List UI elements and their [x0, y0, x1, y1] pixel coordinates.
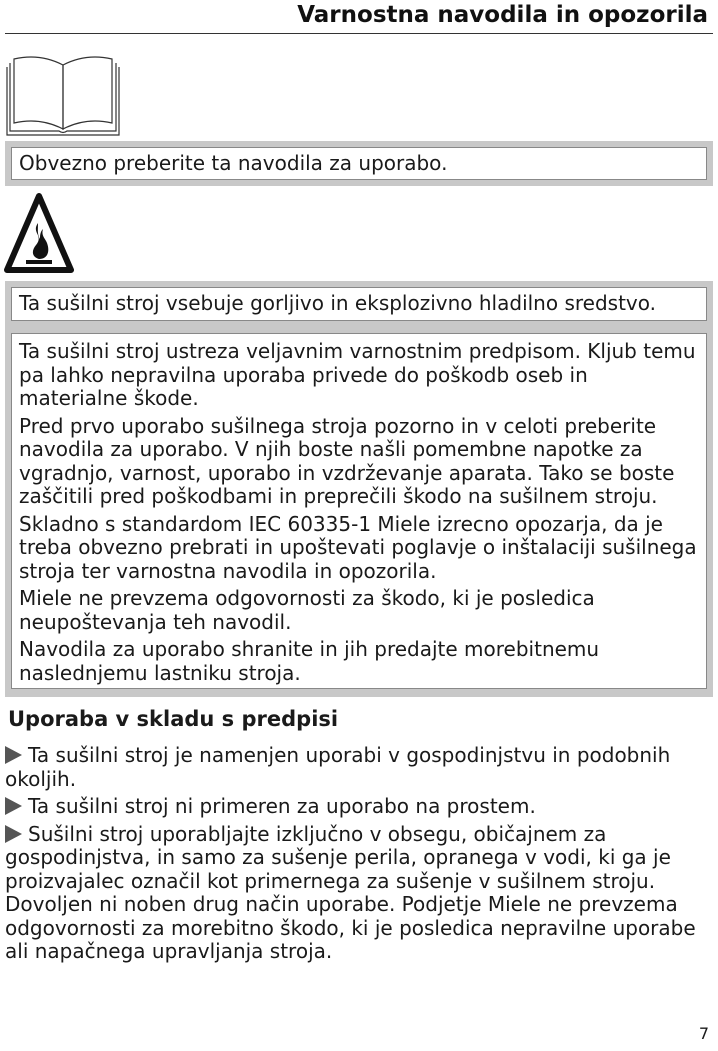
open-book-icon — [6, 53, 120, 137]
triangle-bullet-icon — [5, 797, 22, 815]
notice-read-panel — [5, 141, 713, 186]
notice-read-box — [11, 147, 707, 180]
page-number: 7 — [698, 1024, 709, 1043]
list-item — [5, 823, 705, 964]
safety-paragraph: Pred prvo uporabo sušilnega stroja pozorno in v celoti preberite navodila za uporabo. V njih boste našli pomembne napotke za vgradnjo, varnost, uporabo in vzdrževanje aparata. Tako se boste zaščitili pred poškodbami in preprečili škodo na sušilnem stroju. — [19, 413, 675, 508]
bullet-list — [5, 744, 705, 968]
list-item — [5, 744, 705, 791]
flammable-warning-icon — [4, 193, 74, 273]
notice-flammable-text: Ta sušilni stroj vsebuje gorljivo in eksplozivno hladilno sredstvo. — [19, 291, 656, 315]
header-divider — [5, 33, 713, 34]
safety-paragraph: Navodila za uporabo shranite in jih predajte morebitnemu naslednjemu lastniku stroja. — [19, 637, 600, 685]
list-item-text: Ta sušilni stroj je namenjen uporabi v gospodinjstvu in podobnih okoljih. — [5, 743, 671, 791]
safety-paragraph: Skladno s standardom IEC 60335-1 Miele izrecno opozarja, da je treba obvezno prebrati in upoštevati poglavje o inštalaciji sušilnega stroja ter varnostna navodila in opozorila. — [19, 511, 697, 583]
safety-info-box — [11, 333, 707, 689]
safety-paragraph: Ta sušilni stroj ustreza veljavnim varnostnim predpisom. Kljub temu pa lahko nepravilna uporaba privede do poškodb oseb in materialne škode. — [19, 339, 696, 410]
triangle-bullet-icon — [5, 825, 22, 843]
safety-paragraph: Miele ne prevzema odgovornosti za škodo, ki je posledica neupoštevanja teh navodil. — [19, 586, 595, 634]
list-item-text: Sušilni stroj uporabljajte izključno v obsegu, običajnem za gospodinjstva, in samo za sušenje perila, opranega v vodi, ki ga je proizvajalec označil kot primernega za sušenje v sušilnem stroju. Dovoljen ni noben drug način uporabe. Podjetje Miele ne prevzema odgovornosti za morebitno škodo, ki je posledica nepravilne uporabe ali napačnega upravljanja stroja. — [5, 821, 696, 963]
warning-panel — [5, 281, 713, 697]
triangle-bullet-icon — [5, 746, 22, 764]
section-title: Uporaba v skladu s predpisi — [8, 707, 339, 731]
list-item — [5, 795, 705, 819]
notice-read-text: Obvezno preberite ta navodila za uporabo. — [19, 151, 448, 175]
list-item-text: Ta sušilni stroj ni primeren za uporabo na prostem. — [28, 794, 536, 818]
page-title: Varnostna navodila in opozorila — [297, 2, 708, 28]
notice-flammable-box — [11, 287, 707, 321]
